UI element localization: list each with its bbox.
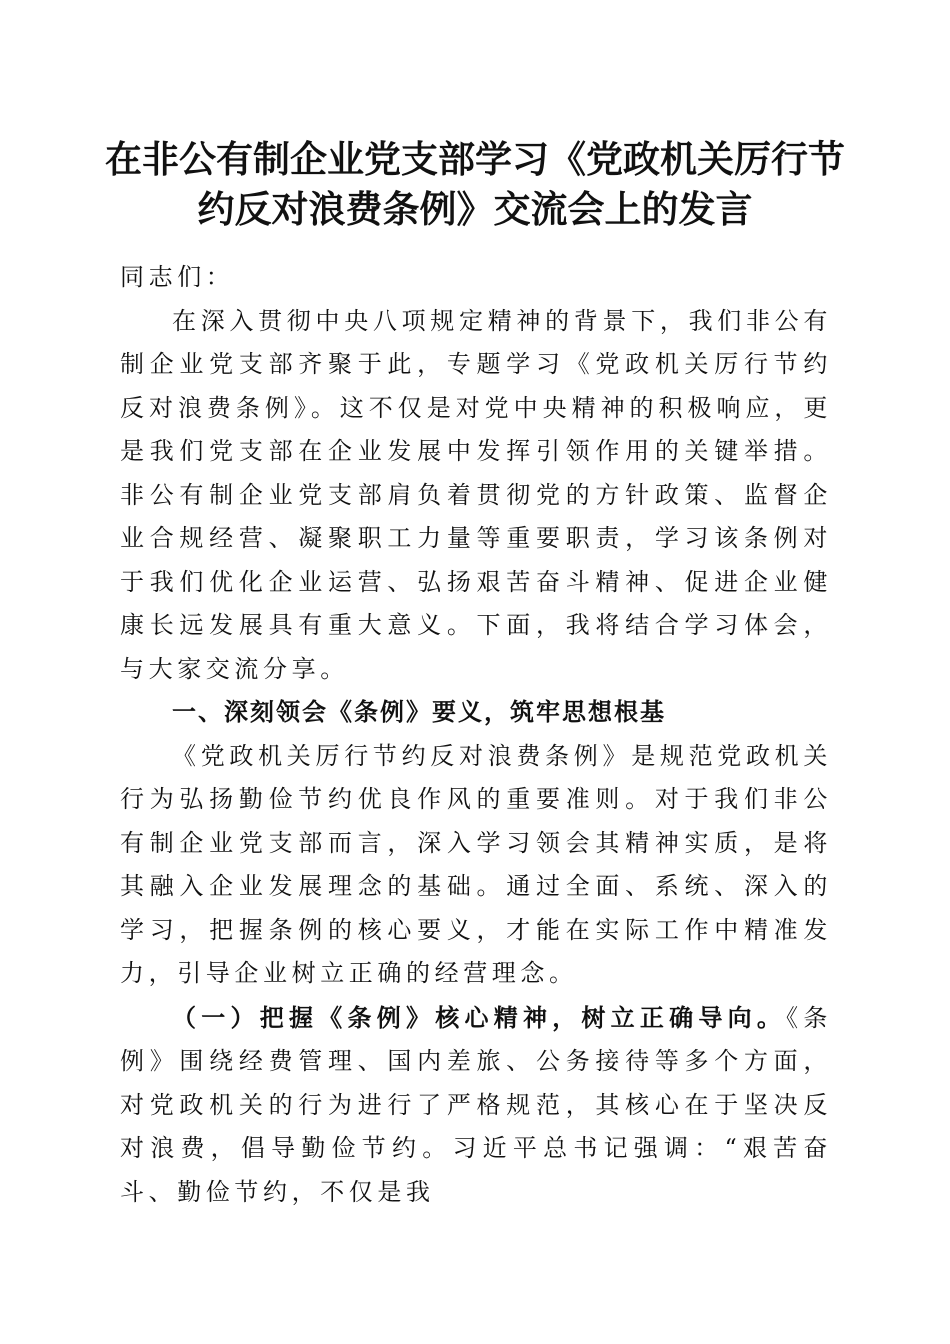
subsection-1-lead: （一）把握《条例》核心精神，树立正确导向。 [172,1002,787,1032]
intro-paragraph: 在深入贯彻中央八项规定精神的背景下，我们非公有制企业党支部齐聚于此，专题学习《党政机关厉行节约反对浪费条例》。这不仅是对党中央精神的积极响应，更是我们党支部在企业发展中发挥引领作用的关键举措。非公有制企业党支部肩负着贯彻党的方针政策、监督企业合规经营、凝聚职工力量等重要职责，学习该条例对于我们优化企业运营、弘扬艰苦奋斗精神、促进企业健康长远发展具有重大意义。下面，我将结合学习体会，与大家交流分享。 [120,306,832,683]
document-body [120,256,832,1214]
subsection-1-paragraph [120,996,832,1215]
salutation: 同志们： [120,263,235,291]
title-line-2: 约反对浪费条例》交流会上的发言 [197,187,753,231]
title-line-1: 在非公有制企业党支部学习《党政机关厉行节 [105,137,845,181]
section-1-paragraph: 《党政机关厉行节约反对浪费条例》是规范党政机关行为弘扬勤俭节约优良作风的重要准则。对于我们非公有制企业党支部而言，深入学习领会其精神实质，是将其融入企业发展理念的基础。通过全面、系统、深入的学习，把握条例的核心要义，才能在实际工作中精准发力，引导企业树立正确的经营理念。 [120,741,832,987]
section-1-heading: 一、深刻领会《条例》要义，筑牢思想根基 [172,698,666,726]
document-title [100,134,850,234]
subsection-1-text: 《条例》围绕经费管理、国内差旅、公务接待等多个方面，对党政机关的行为进行了严格规范，其核心在于坚决反对浪费，倡导勤俭节约。习近平总书记强调：“艰苦奋斗、勤俭节约，不仅是我 [120,1003,833,1206]
